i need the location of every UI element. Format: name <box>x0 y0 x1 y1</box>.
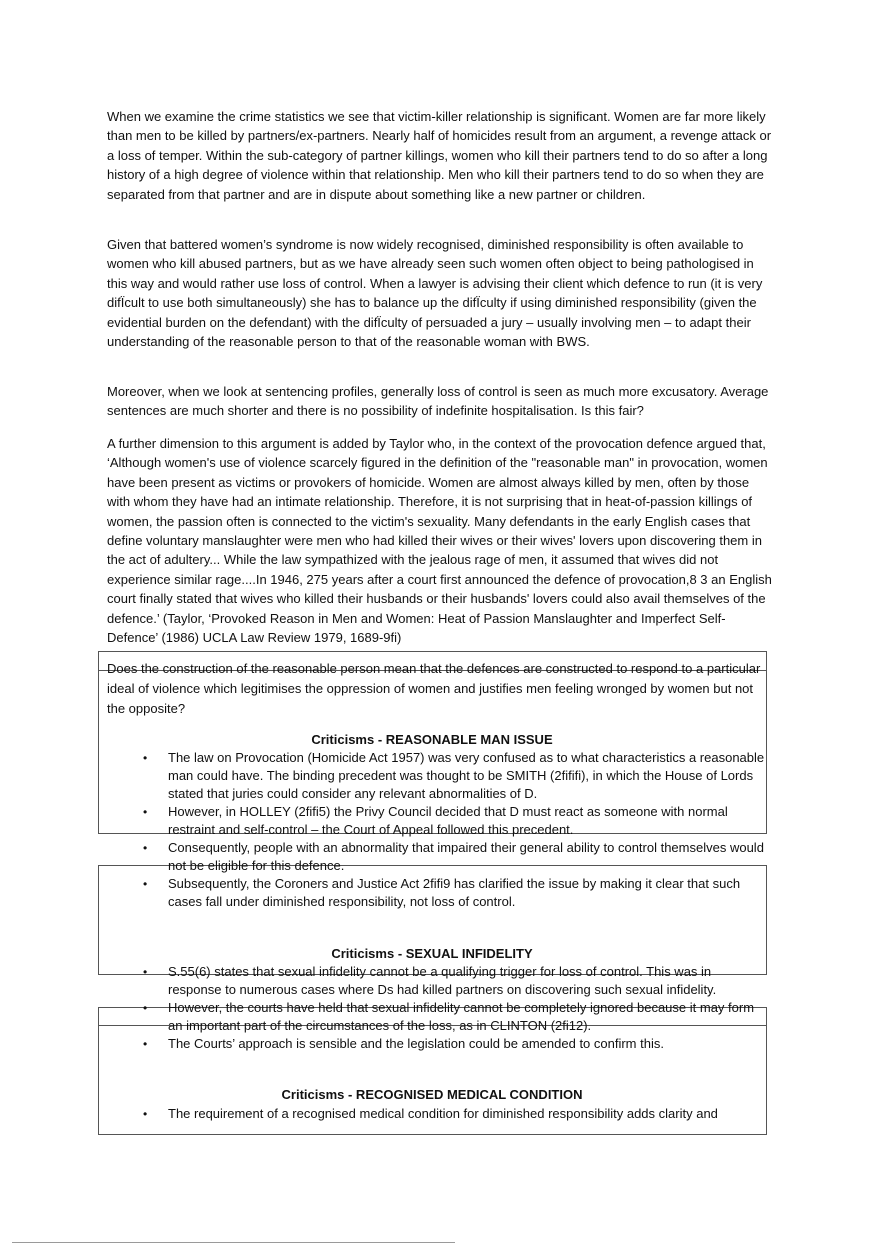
discussion-question: Does the construction of the reasonable person mean that the defences are constructed to respond to a particular ideal of violence which legitimises the oppression of women and justifies men feeling wronged by women but not the opposite? <box>107 661 761 716</box>
bullet-dot-icon: • <box>143 751 148 765</box>
list-reasonable-man-issue <box>140 749 768 911</box>
list-item <box>140 1105 768 1123</box>
list-item <box>140 963 768 999</box>
paragraph-crime-statistics: When we examine the crime statistics we see that victim-killer relationship is significant. Women are far more likely than men to be killed by partners/ex-partners. Nearly half of homicides result from an argument, a revenge attack or a loss of temper. Within the sub-category of partner killings, women who kill their partners tend to do so after a long history of a high degree of violence within that relationship. Men who kill their partners tend to do so when they are separated from that partner and are in dispute about something like a new partner or children. <box>107 109 772 202</box>
paragraph-battered-womens-syndrome: Given that battered women’s syndrome is now widely recognised, diminished responsibility is often available to women who kill abused partners, but as we have already seen such women often object to being pathologised in this way and would rather use loss of control. When a lawyer is advising their client which defence to run (it is very difÏcult to use both simultaneously) she has to balance up the difÏculty if using diminished responsibility (given the evidential burden on the defendant) with the difÏculty of persuaded a jury – usually involving men – to adapt their understanding of the reasonable person to that of the reasonable woman with BWS. <box>107 237 763 350</box>
bullet-text: The Courts’ approach is sensible and the legislation could be amended to confirm this. <box>168 1036 664 1051</box>
bullet-text: S.55(6) states that sexual infidelity cannot be a qualifying trigger for loss of control. This was in response to numerous cases where Ds had killed partners on discovering such sexual infidelity. <box>168 964 717 997</box>
list-item <box>140 875 768 911</box>
paragraph-sentencing-profiles: Moreover, when we look at sentencing profiles, generally loss of control is seen as much more excusatory. Average sentences are much shorter and there is no possibility of indefinite hospitalisation. Is this fair? <box>107 384 769 419</box>
list-item <box>140 749 768 803</box>
paragraph-taylor-argument: A further dimension to this argument is added by Taylor who, in the context of the provocation defence argued that, ‘Although women's use of violence scarcely figured in the definition of the "reasonable man" in provocation, women have been present as victims or provokers of homicide. Women are almost always killed by men, often by those with whom they have had an intimate relationship. Therefore, it is not surprising that in heat-of-passion killings of women, the passion often is connected to the victim's sexuality. Many defendants in the early English cases that define voluntary manslaughter were men who had killed their wives or their wives' lovers upon discovering them in the act of adultery... While the law sympathized with the jealous rage of men, it assumed that wives did not experience similar rage....In 1946, 275 years after a court first announced the defence of provocation,8 3 an English court finally stated that wives who killed their husbands or their husbands' lovers could also avail themselves of the defence.’ (Taylor, ‘Provoked Reason in Men and Women: Heat of Passion Manslaughter and Imperfect Self-Defence’ (1986) UCLA Law Review 1979, 1689-9ﬁ) <box>107 436 772 646</box>
bullet-text: Subsequently, the Coroners and Justice Act 2ﬁﬁ9 has clarified the issue by making it clear that such cases fall under diminished responsibility, not loss of control. <box>168 876 741 909</box>
bullet-text: The requirement of a recognised medical condition for diminished responsibility adds clarity and <box>168 1106 718 1121</box>
list-item <box>140 1035 768 1053</box>
bullet-dot-icon: • <box>143 1037 148 1051</box>
bullet-dot-icon: • <box>143 1001 148 1015</box>
bullet-dot-icon: • <box>143 1107 148 1121</box>
bullet-text: However, in HOLLEY (2ﬁﬁ5) the Privy Council decided that D must react as someone with normal restraint and self-control – the Court of Appeal followed this precedent. <box>168 804 728 837</box>
bullet-text: However, the courts have held that sexual infidelity cannot be completely ignored because it may form an important part of the circumstances of the loss, as in CLINTON (2ﬁ12). <box>168 1000 755 1033</box>
bullet-dot-icon: • <box>143 841 148 855</box>
list-item <box>140 999 768 1035</box>
bullet-text: The law on Provocation (Homicide Act 1957) was very confused as to what characteristics a reasonable man could have. The binding precedent was thought to be SMITH (2ﬁﬁﬁ), in which the House of Lords stated that juries could consider any relevant abnormalities of D. <box>168 750 765 801</box>
list-recognised-medical-condition <box>140 1105 768 1123</box>
list-sexual-infidelity <box>140 963 768 1053</box>
page-footer-divider <box>12 1242 455 1243</box>
heading-recognised-medical-condition: Criticisms - RECOGNISED MEDICAL CONDITION <box>281 1087 583 1102</box>
list-item <box>140 803 768 839</box>
bullet-dot-icon: • <box>143 965 148 979</box>
bullet-dot-icon: • <box>143 877 148 891</box>
bullet-dot-icon: • <box>143 805 148 819</box>
heading-sexual-infidelity: Criticisms - SEXUAL INFIDELITY <box>331 946 533 961</box>
list-item <box>140 839 768 875</box>
bullet-text: Consequently, people with an abnormality that impaired their general ability to control themselves would not be eligible for this defence. <box>168 840 764 873</box>
heading-reasonable-man-issue: Criticisms - REASONABLE MAN ISSUE <box>311 732 553 747</box>
